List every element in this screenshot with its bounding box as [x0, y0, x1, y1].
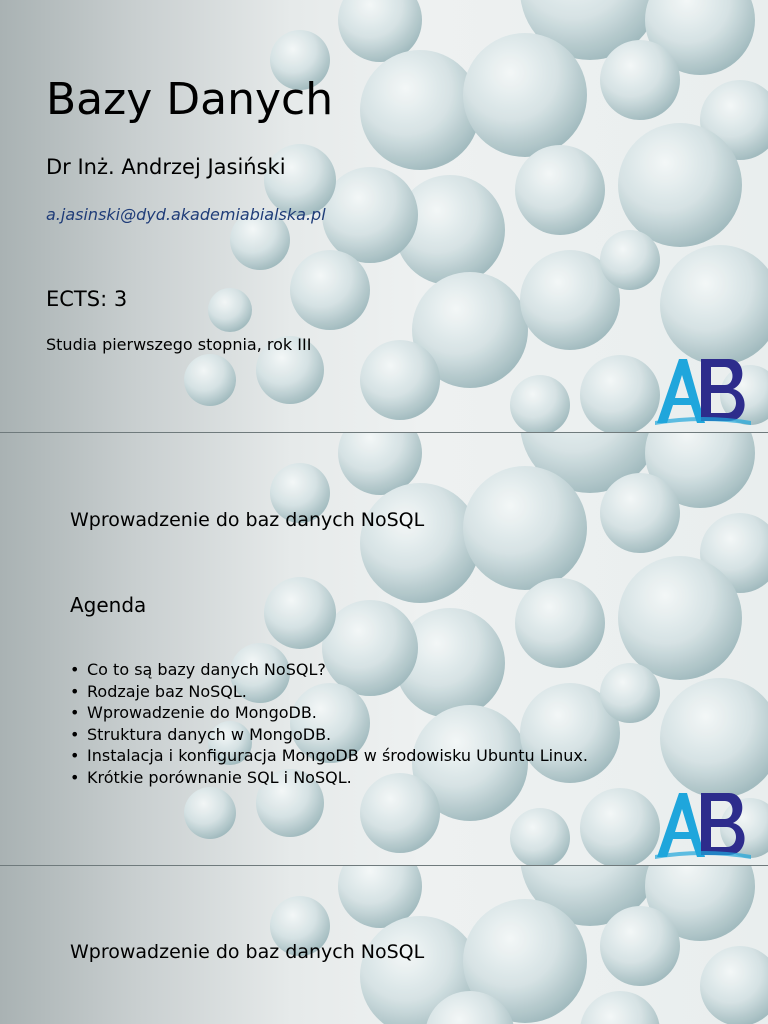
slide-title [0, 0, 768, 433]
agenda-list [70, 659, 590, 788]
list-item-text: Struktura danych w MongoDB. [87, 724, 332, 744]
slide-agenda [0, 433, 768, 866]
section-title: Wprowadzenie do baz danych NoSQL [70, 509, 425, 531]
akademia-bialska-logo-icon [655, 355, 751, 425]
list-item [70, 724, 590, 746]
list-item-text: Rodzaje baz NoSQL. [87, 681, 247, 701]
list-item [70, 767, 590, 789]
slide-section [0, 866, 768, 1024]
author-name: Dr Inż. Andrzej Jasiński [46, 155, 286, 179]
list-item [70, 745, 590, 767]
list-item [70, 659, 590, 681]
list-item-text: Krótkie porównanie SQL i NoSQL. [87, 767, 352, 787]
section-title: Wprowadzenie do baz danych NoSQL [70, 941, 425, 963]
list-item [70, 702, 590, 724]
bullet-icon: • [70, 703, 80, 722]
agenda-heading: Agenda [70, 593, 147, 617]
list-item-text: Instalacja i konfiguracja MongoDB w środowisku Ubuntu Linux. [87, 746, 588, 765]
bullet-icon: • [70, 746, 80, 765]
study-level: Studia pierwszego stopnia, rok III [46, 335, 312, 354]
list-item-text: Wprowadzenie do MongoDB. [87, 703, 317, 722]
bubbles-background [0, 433, 768, 866]
akademia-bialska-logo-icon [655, 789, 751, 859]
bullet-icon: • [70, 767, 80, 787]
bullet-icon: • [70, 660, 80, 679]
list-item [70, 681, 590, 703]
slide-title-heading: Bazy Danych [46, 74, 334, 125]
bullet-icon: • [70, 681, 80, 701]
list-item-text: Co to są bazy danych NoSQL? [87, 660, 326, 679]
ects-credits: ECTS: 3 [46, 287, 128, 311]
bullet-icon: • [70, 724, 80, 744]
author-email: a.jasinski@dyd.akademiabialska.pl [46, 205, 326, 224]
